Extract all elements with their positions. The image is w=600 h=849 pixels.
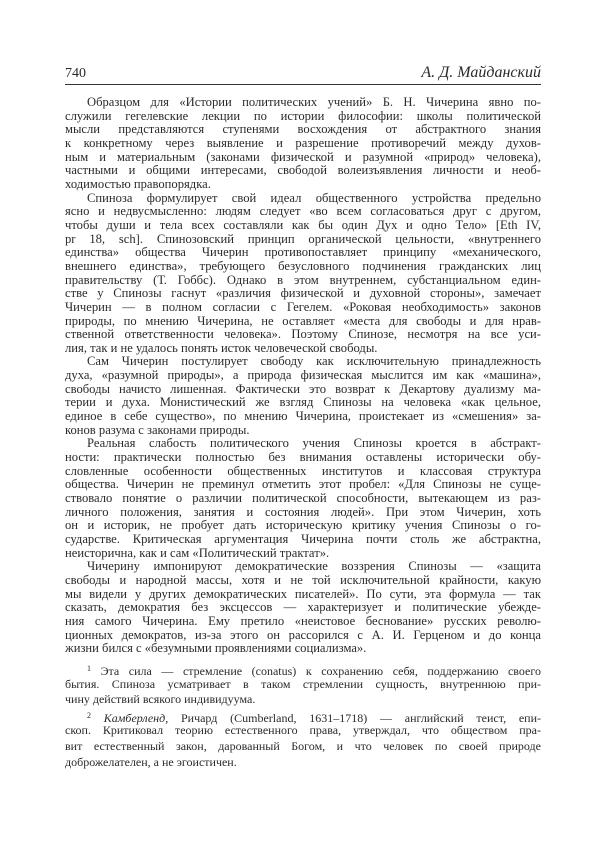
footnote-text: , Ричард (Cumberland, 1631–1718) — английский теист, епи- bbox=[165, 710, 542, 725]
text-line: мысли представляются ступенями восхождения от абстрактного знания bbox=[65, 122, 541, 137]
text-line: внешнего единства», требующего безусловного подчинения гражданских лиц bbox=[65, 258, 541, 273]
text-line: Спиноза формулирует свой идеал общественного устройства предельно bbox=[87, 190, 541, 205]
text-line: Сам Чичерин постулирует свободу как исключительную принадлежность bbox=[87, 354, 541, 369]
paragraph bbox=[65, 560, 541, 656]
text-line: личного положения, занятия и состояния людей». При этом Чичерин, хоть bbox=[65, 504, 541, 519]
footnote-line bbox=[65, 755, 541, 771]
text-line: общества. Чичерин не преминул отметить этот пробел: «Для Спинозы не суще- bbox=[65, 477, 541, 492]
text-line: ственной ответственности человека». Поэтому Спинозе, несмотря на все уси- bbox=[65, 327, 541, 342]
footnote-line bbox=[65, 661, 541, 677]
text-line: ясно и недвусмысленно: людям следует «во всем согласоваться друг с другом, bbox=[65, 204, 541, 219]
footnote-text: бытия. Спиноза усматривает в таком стремлении сущность, внутреннюю при- bbox=[65, 676, 541, 691]
text-line: ционных демократов, из-за этого он рассорился с А. И. Герценом и до конца bbox=[65, 627, 541, 642]
paragraph bbox=[65, 192, 541, 356]
footnote-line bbox=[65, 708, 541, 724]
text-line: единства» общества Чичерин противопоставляет принципу «механического, bbox=[65, 245, 541, 260]
text-line: духа, «разумной природы», а природа физическая мыслится им как «машина», bbox=[65, 368, 541, 383]
page-number: 740 bbox=[65, 66, 86, 81]
footnote-line bbox=[65, 692, 541, 708]
footnote-text: Эта сила — стремление (conatus) к сохранению себя, поддержанию своего bbox=[100, 664, 541, 678]
paragraph bbox=[65, 355, 541, 437]
text-line: ным и материальным (законами физической и разумной «природ» человека), bbox=[65, 149, 541, 164]
footnote-line bbox=[65, 677, 541, 693]
footnote-text: доброжелателен, а не эгоистичен. bbox=[65, 754, 237, 769]
paragraph bbox=[65, 437, 541, 560]
footnote-mark: 2 bbox=[87, 710, 91, 720]
text-line: правительству (Т. Гоббс). Однако в этом внутреннем, субстанциальном един- bbox=[65, 272, 541, 287]
footnotes bbox=[65, 661, 541, 770]
text-line: чтобы души и тела всех составляли как бы один Дух и одно Тело» [Eth IV, bbox=[65, 217, 541, 232]
text-line: мы видели у других демократических писателей». По сути, эта формула — так bbox=[65, 586, 541, 601]
footnote-text: чину действий всякого индивидуума. bbox=[65, 692, 256, 707]
running-header bbox=[65, 64, 541, 85]
text-line: pr 18, sch]. Спинозовский принцип органической цельности, «внутреннего bbox=[65, 231, 541, 246]
text-line: жизни бился с «безумными проявлениями социализма». bbox=[65, 641, 367, 656]
footnote-line bbox=[65, 723, 541, 739]
text-line: к конкретному через выявление и разрешение противоречий между духов- bbox=[65, 135, 541, 150]
text-line: терии и духа. Монистический же взгляд Спинозы на человека «как цельное, bbox=[65, 395, 541, 410]
text-line: ходимостью правопорядка. bbox=[65, 176, 211, 191]
text-line: ствовало понятие о различии политической способности, вытекающем из раз- bbox=[65, 491, 541, 506]
footnote-mark: 1 bbox=[87, 664, 91, 673]
text-line: ности: практически полностью без внимания оставлены исторически обу- bbox=[65, 450, 541, 465]
text-line: Чичерин — в полном согласии с Гегелем. «Роковая необходимость» законов bbox=[65, 299, 541, 314]
text-line: единое в себе существо», по мнению Чичерина, проистекает из «смешения» за- bbox=[65, 409, 541, 424]
footnote bbox=[65, 708, 541, 770]
footnote-text: скоп. Критиковал теорию естественного права, утверждал, что обществом пра- bbox=[65, 723, 541, 738]
footnote-term: Камберленд bbox=[103, 710, 166, 725]
footnote bbox=[65, 661, 541, 708]
text-line: природы, по мнению Чичерина, не оставляет «места для свободы и для нрав- bbox=[65, 313, 541, 328]
text-line: свободы начисто лишенная. Фактически это возврат к Декартову дуализму ма- bbox=[65, 381, 541, 396]
paragraph bbox=[65, 96, 541, 192]
text-line: свободы и народной массы, хотя и не той исключительной крайности, какую bbox=[65, 572, 541, 587]
footnote-line bbox=[65, 739, 541, 755]
text-line: стве у Спинозы гаснут «различия физической и духовной стороны», замечает bbox=[65, 286, 541, 301]
text-line: Образцом для «Истории политических учений» Б. Н. Чичерина явно по- bbox=[87, 95, 541, 109]
main-text bbox=[65, 96, 541, 656]
text-line: конов разума с законами природы. bbox=[65, 422, 250, 437]
text-line: сказать, демократия без эксцессов — характеризует и политические убежде- bbox=[65, 600, 541, 615]
text-line: он и историк, не пробует дать историческую критику учения Спинозы о го- bbox=[65, 518, 541, 533]
running-author: А. Д. Майданский bbox=[421, 64, 541, 81]
text-line: Чичерину импонируют демократические воззрения Спинозы — «защита bbox=[87, 559, 541, 574]
text-line: ния самого Чичерина. Ему претило «неистовое беснование» русских револю- bbox=[65, 613, 541, 628]
text-line: Реальная слабость политического учения Спинозы кроется в абстракт- bbox=[87, 436, 541, 451]
text-line: лия, так и не удалось понять исток человеческой свободы. bbox=[65, 340, 378, 355]
footnote-text: вит естественный закон, дарованный Богом, и что человек по своей природе bbox=[65, 738, 541, 753]
text-line: словленные особенности общественных институтов и классовая структура bbox=[65, 463, 541, 478]
text-line: неисторична, как и сам «Политический трактат». bbox=[65, 545, 330, 560]
text-line: сударстве. Критическая аргументация Чичерина почти столь же абстрактна, bbox=[65, 532, 541, 546]
text-line: частными и общими интересами, свободой волеизъявления личности и необ- bbox=[65, 163, 541, 178]
text-line: служили гегелевские лекции по истории философии: школы политической bbox=[65, 108, 541, 123]
